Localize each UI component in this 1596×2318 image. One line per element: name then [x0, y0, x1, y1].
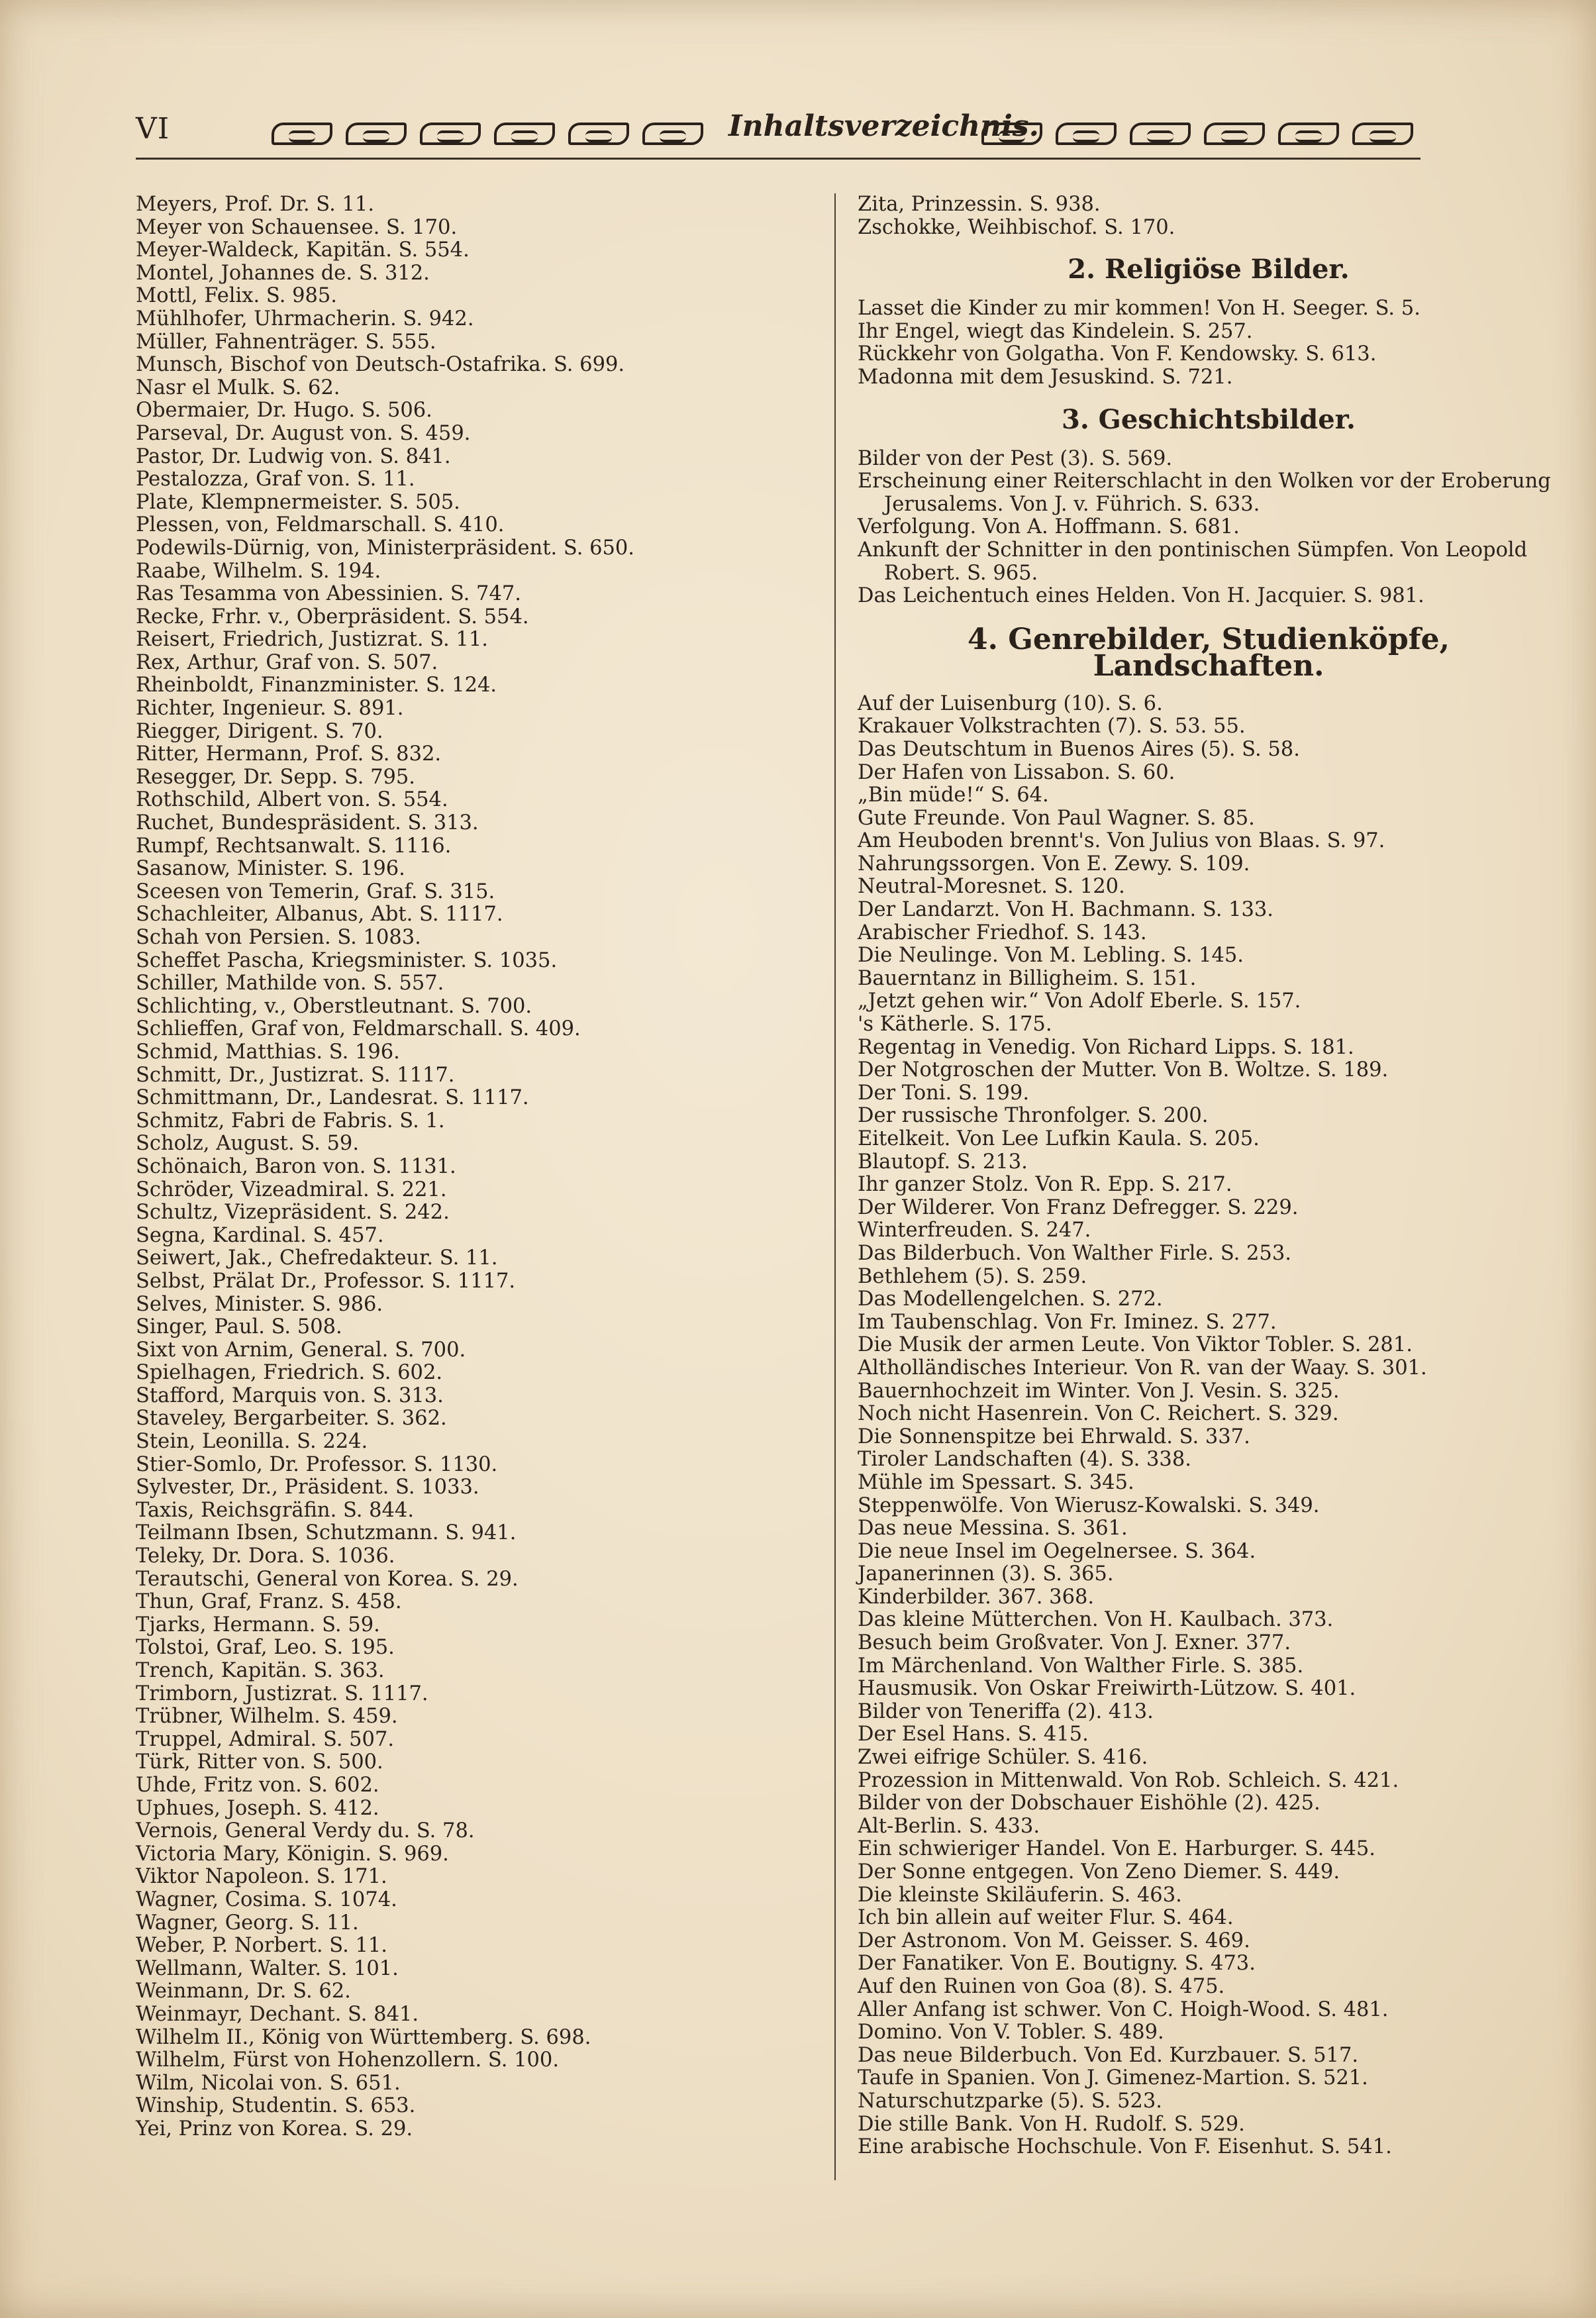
- index-entry: Die stille Bank. Von H. Rudolf. S. 529.: [858, 2112, 1245, 2136]
- index-entry: Recke, Frhr. v., Oberpräsident. S. 554.: [136, 605, 529, 629]
- index-entry: Aller Anfang ist schwer. Von C. Hoigh-Wood. S. 481.: [858, 1997, 1389, 2021]
- index-entry: Am Heuboden brennt's. Von Julius von Blaas. S. 97.: [858, 829, 1385, 853]
- index-entry: Türk, Ritter von. S. 500.: [136, 1750, 383, 1774]
- index-entry: Die Musik der armen Leute. Von Viktor Tobler. S. 281.: [858, 1333, 1413, 1357]
- index-entry: Uhde, Fritz von. S. 602.: [136, 1773, 379, 1797]
- index-entry: Kinderbilder. 367. 368.: [858, 1585, 1095, 1609]
- index-entry: Schmitz, Fabri de Fabris. S. 1.: [136, 1109, 445, 1133]
- index-entry: Selves, Minister. S. 986.: [136, 1292, 383, 1316]
- index-entry: Rückkehr von Golgatha. Von F. Kendowsky. S. 613.: [858, 342, 1377, 366]
- index-entry: Nasr el Mulk. S. 62.: [136, 376, 340, 399]
- index-entry: Podewils-Dürnig, von, Ministerpräsident. S. 650.: [136, 536, 634, 560]
- index-entry: Das neue Bilderbuch. Von Ed. Kurzbauer. S. 517.: [858, 2043, 1359, 2067]
- index-entry: Sixt von Arnim, General. S. 700.: [136, 1338, 466, 1362]
- index-entry: Rumpf, Rechtsanwalt. S. 1116.: [136, 834, 452, 858]
- ornament-icon: [1278, 123, 1339, 145]
- index-entry: Weber, P. Norbert. S. 11.: [136, 1934, 387, 1958]
- index-entry: Rex, Arthur, Graf von. S. 507.: [136, 650, 438, 674]
- right-column: [858, 193, 1560, 2159]
- index-entry: Madonna mit dem Jesuskind. S. 721.: [858, 365, 1233, 389]
- index-entry: Ras Tesamma von Abessinien. S. 747.: [136, 582, 521, 606]
- index-entry: Schröder, Vizeadmiral. S. 221.: [136, 1178, 447, 1201]
- index-entry: 's Kätherle. S. 175.: [858, 1013, 1052, 1036]
- index-entry: Das kleine Mütterchen. Von H. Kaulbach. 373.: [858, 1608, 1334, 1632]
- index-entry: Schönaich, Baron von. S. 1131.: [136, 1154, 456, 1178]
- section-heading: 3. Geschichtsbilder.: [1062, 403, 1356, 435]
- index-entry: Truppel, Admiral. S. 507.: [136, 1727, 395, 1751]
- ornament-icon: [1056, 123, 1117, 145]
- index-entry: Auf den Ruinen von Goa (8). S. 475.: [858, 1974, 1225, 1998]
- index-entry: Bethlehem (5). S. 259.: [858, 1264, 1087, 1288]
- index-entry: Im Märchenland. Von Walther Firle. S. 385.: [858, 1654, 1304, 1678]
- index-entry: Rheinboldt, Finanzminister. S. 124.: [136, 674, 497, 697]
- index-entry: Regentag in Venedig. Von Richard Lipps. S. 181.: [858, 1035, 1354, 1059]
- index-entry: Neutral-Moresnet. S. 120.: [858, 875, 1125, 899]
- index-entry: Munsch, Bischof von Deutsch-Ostafrika. S. 699.: [136, 353, 625, 377]
- index-entry: Wilm, Nicolai von. S. 651.: [136, 2071, 401, 2095]
- index-entry: Terautschi, General von Korea. S. 29.: [136, 1567, 519, 1591]
- index-entry: Pastor, Dr. Ludwig von. S. 841.: [136, 444, 451, 468]
- ornament-icon: [420, 123, 481, 145]
- index-entry: Zita, Prinzessin. S. 938.: [858, 193, 1101, 216]
- index-entry: Arabischer Friedhof. S. 143.: [858, 921, 1147, 944]
- index-entry: Stier-Somlo, Dr. Professor. S. 1130.: [136, 1452, 498, 1476]
- index-entry: Lasset die Kinder zu mir kommen! Von H. Seeger. S. 5.: [858, 297, 1421, 321]
- index-entry: Hausmusik. Von Oskar Freiwirth-Lützow. S. 401.: [858, 1677, 1356, 1701]
- index-entry: Ritter, Hermann, Prof. S. 832.: [136, 742, 442, 766]
- index-entry: Tjarks, Hermann. S. 59.: [136, 1613, 380, 1637]
- index-entry: Die Sonnenspitze bei Ehrwald. S. 337.: [858, 1425, 1250, 1448]
- index-entry: Viktor Napoleon. S. 171.: [136, 1865, 387, 1889]
- index-entry: Wilhelm, Fürst von Hohenzollern. S. 100.: [136, 2048, 560, 2072]
- index-entry: Resegger, Dr. Sepp. S. 795.: [136, 765, 415, 789]
- index-entry: Weinmayr, Dechant. S. 841.: [136, 2002, 419, 2026]
- index-entry: Naturschutzparke (5). S. 523.: [858, 2089, 1162, 2113]
- index-entry: Der russische Thronfolger. S. 200.: [858, 1104, 1209, 1128]
- index-entry: Nahrungssorgen. Von E. Zewy. S. 109.: [858, 852, 1250, 876]
- index-entry: Der Landarzt. Von H. Bachmann. S. 133.: [858, 898, 1273, 922]
- index-entry: Sceesen von Temerin, Graf. S. 315.: [136, 880, 495, 903]
- index-entry: Zschokke, Weihbischof. S. 170.: [858, 215, 1175, 239]
- ornament-icon: [494, 123, 555, 145]
- section-heading: 2. Religiöse Bilder.: [1068, 254, 1350, 285]
- index-entry: Stafford, Marquis von. S. 313.: [136, 1384, 444, 1407]
- index-entry: Erscheinung einer Reiterschlacht in den Wolken vor der Eroberung Jerusalems. Von J. v. Führich. S. 633.: [858, 470, 1551, 516]
- index-entry: Obermaier, Dr. Hugo. S. 506.: [136, 399, 432, 423]
- index-entry: Der Hafen von Lissabon. S. 60.: [858, 760, 1175, 784]
- index-entry: Noch nicht Hasenrein. Von C. Reichert. S. 329.: [858, 1402, 1339, 1426]
- index-entry: Das Leichentuch eines Helden. Von H. Jacquier. S. 981.: [858, 584, 1424, 608]
- index-entry: Der Notgroschen der Mutter. Von B. Woltze. S. 189.: [858, 1058, 1389, 1082]
- ornament-icon: [642, 123, 703, 145]
- index-entry: Singer, Paul. S. 508.: [136, 1315, 342, 1339]
- index-entry: Der Esel Hans. S. 415.: [858, 1723, 1089, 1746]
- header-ornaments-right: [981, 123, 1413, 145]
- index-entry: Das neue Messina. S. 361.: [858, 1517, 1128, 1540]
- index-entry: Gute Freunde. Von Paul Wagner. S. 85.: [858, 806, 1255, 830]
- index-entry: Schachleiter, Albanus, Abt. S. 1117.: [136, 903, 503, 927]
- index-entry: Richter, Ingenieur. S. 891.: [136, 697, 404, 721]
- index-entry: Teleky, Dr. Dora. S. 1036.: [136, 1544, 395, 1568]
- index-entry: Scholz, August. S. 59.: [136, 1132, 360, 1156]
- index-entry: Mottl, Felix. S. 985.: [136, 284, 338, 308]
- index-entry: Ruchet, Bundespräsident. S. 313.: [136, 811, 479, 835]
- index-entry: Krakauer Volkstrachten (7). S. 53. 55.: [858, 715, 1246, 738]
- index-entry: Altholländisches Interieur. Von R. van der Waay. S. 301.: [858, 1356, 1427, 1380]
- index-entry: Schmitt, Dr., Justizrat. S. 1117.: [136, 1063, 455, 1087]
- page-number: VI: [136, 112, 170, 146]
- index-entry: Trench, Kapitän. S. 363.: [136, 1659, 385, 1682]
- index-entry: Wilhelm II., König von Württemberg. S. 698.: [136, 2025, 591, 2049]
- index-entry: Mühle im Spessart. S. 345.: [858, 1470, 1134, 1494]
- index-entry: Schultz, Vizepräsident. S. 242.: [136, 1201, 450, 1225]
- index-entry: Bilder von der Pest (3). S. 569.: [858, 446, 1173, 470]
- section-heading: 4. Genrebilder, Studienköpfe, Landschaften.: [968, 622, 1450, 683]
- index-entry: Victoria Mary, Königin. S. 969.: [136, 1842, 449, 1866]
- index-entry: Der Toni. S. 199.: [858, 1081, 1030, 1105]
- index-entry: Seiwert, Jak., Chefredakteur. S. 11.: [136, 1246, 498, 1270]
- index-entry: Reisert, Friedrich, Justizrat. S. 11.: [136, 628, 488, 652]
- index-entry: Bauerntanz in Billigheim. S. 151.: [858, 966, 1197, 990]
- index-entry: Wagner, Cosima. S. 1074.: [136, 1888, 397, 1911]
- index-entry: Sylvester, Dr., Präsident. S. 1033.: [136, 1476, 479, 1499]
- index-entry: Plessen, von, Feldmarschall. S. 410.: [136, 513, 505, 537]
- header-ornaments-left: [272, 123, 703, 145]
- index-entry: Ankunft der Schnitter in den pontinischen Sümpfen. Von Leopold Robert. S. 965.: [858, 538, 1528, 585]
- index-entry: Japanerinnen (3). S. 365.: [858, 1562, 1114, 1586]
- index-entry: Auf der Luisenburg (10). S. 6.: [858, 691, 1163, 715]
- index-entry: Die kleinste Skiläuferin. S. 463.: [858, 1883, 1182, 1907]
- index-entry: Der Sonne entgegen. Von Zeno Diemer. S. 449.: [858, 1860, 1340, 1884]
- index-entry: Weinmann, Dr. S. 62.: [136, 1980, 351, 2003]
- left-column: [136, 193, 811, 2141]
- index-entry: Bauernhochzeit im Winter. Von J. Vesin. S. 325.: [858, 1379, 1340, 1403]
- index-entry: Taxis, Reichsgräfin. S. 844.: [136, 1498, 415, 1522]
- index-entry: Schmid, Matthias. S. 196.: [136, 1040, 400, 1064]
- index-entry: Segna, Kardinal. S. 457.: [136, 1223, 384, 1247]
- index-entry: Tolstoi, Graf, Leo. S. 195.: [136, 1636, 395, 1660]
- ornament-icon: [1130, 123, 1191, 145]
- index-entry: Yei, Prinz von Korea. S. 29.: [136, 2117, 413, 2141]
- index-entry: Uphues, Joseph. S. 412.: [136, 1796, 379, 1820]
- index-entry: Meyer von Schauensee. S. 170.: [136, 215, 458, 239]
- index-entry: „Bin müde!“ S. 64.: [858, 783, 1049, 807]
- index-entry: „Jetzt gehen wir.“ Von Adolf Eberle. S. 157.: [858, 989, 1301, 1013]
- index-entry: Domino. Von V. Tobler. S. 489.: [858, 2021, 1164, 2044]
- index-entry: Trimborn, Justizrat. S. 1117.: [136, 1682, 428, 1705]
- index-entry: Im Taubenschlag. Von Fr. Iminez. S. 277.: [858, 1310, 1277, 1334]
- index-entry: Plate, Klempnermeister. S. 505.: [136, 490, 460, 514]
- ornament-icon: [1352, 123, 1413, 145]
- index-entry: Schiller, Mathilde von. S. 557.: [136, 972, 444, 995]
- index-entry: Alt-Berlin. S. 433.: [858, 1814, 1040, 1838]
- index-entry: Der Fanatiker. Von E. Boutigny. S. 473.: [858, 1952, 1256, 1976]
- ornament-icon: [568, 123, 629, 145]
- index-entry: Der Wilderer. Von Franz Defregger. S. 229.: [858, 1195, 1299, 1219]
- column-divider: [834, 193, 836, 2180]
- index-entry: Meyer-Waldeck, Kapitän. S. 554.: [136, 238, 470, 262]
- index-entry: Bilder von der Dobschauer Eishöhle (2). 425.: [858, 1791, 1321, 1815]
- index-entry: Ein schwieriger Handel. Von E. Harburger. S. 445.: [858, 1837, 1375, 1861]
- ornament-icon: [346, 123, 407, 145]
- index-entry: Müller, Fahnenträger. S. 555.: [136, 330, 436, 354]
- index-entry: Besuch beim Großvater. Von J. Exner. 377.: [858, 1631, 1291, 1655]
- page-header: [136, 109, 1421, 156]
- index-entry: Thun, Graf, Franz. S. 458.: [136, 1590, 402, 1614]
- index-entry: Meyers, Prof. Dr. S. 11.: [136, 193, 375, 216]
- index-entry: Rothschild, Albert von. S. 554.: [136, 788, 448, 812]
- index-entry: Steppenwölfe. Von Wierusz-Kowalski. S. 349.: [858, 1493, 1320, 1517]
- index-entry: Die neue Insel im Oegelnersee. S. 364.: [858, 1539, 1256, 1563]
- index-entry: Taufe in Spanien. Von J. Gimenez-Martion. S. 521.: [858, 2066, 1368, 2090]
- index-entry: Staveley, Bergarbeiter. S. 362.: [136, 1407, 447, 1431]
- ornament-icon: [272, 123, 332, 145]
- index-entry: Tiroler Landschaften (4). S. 338.: [858, 1448, 1191, 1472]
- index-entry: Das Deutschtum in Buenos Aires (5). S. 58.: [858, 737, 1300, 761]
- header-rule: [136, 158, 1421, 160]
- index-entry: Wellmann, Walter. S. 101.: [136, 1956, 399, 1980]
- index-entry: Schlieffen, Graf von, Feldmarschall. S. 409.: [136, 1017, 581, 1041]
- index-entry: Das Modellengelchen. S. 272.: [858, 1287, 1163, 1311]
- index-entry: Ich bin allein auf weiter Flur. S. 464.: [858, 1906, 1234, 1930]
- index-entry: Die Neulinge. Von M. Lebling. S. 145.: [858, 944, 1244, 968]
- index-entry: Scheffet Pascha, Kriegsminister. S. 1035.: [136, 948, 558, 972]
- index-entry: Das Bilderbuch. Von Walther Firle. S. 253.: [858, 1241, 1291, 1265]
- index-entry: Bilder von Teneriffa (2). 413.: [858, 1699, 1154, 1723]
- index-entry: Winterfreuden. S. 247.: [858, 1219, 1091, 1242]
- index-entry: Ihr ganzer Stolz. Von R. Epp. S. 217.: [858, 1173, 1232, 1197]
- index-entry: Ihr Engel, wiegt das Kindelein. S. 257.: [858, 319, 1253, 343]
- index-entry: Der Astronom. Von M. Geisser. S. 469.: [858, 1929, 1250, 1952]
- index-entry: Riegger, Dirigent. S. 70.: [136, 719, 383, 743]
- index-entry: Wagner, Georg. S. 11.: [136, 1911, 359, 1935]
- index-entry: Selbst, Prälat Dr., Professor. S. 1117.: [136, 1269, 516, 1293]
- index-entry: Winship, Studentin. S. 653.: [136, 2094, 416, 2118]
- index-entry: Zwei eifrige Schüler. S. 416.: [858, 1746, 1148, 1770]
- index-entry: Eitelkeit. Von Lee Lufkin Kaula. S. 205.: [858, 1127, 1260, 1150]
- index-entry: Verfolgung. Von A. Hoffmann. S. 681.: [858, 515, 1240, 539]
- index-entry: Teilmann Ibsen, Schutzmann. S. 941.: [136, 1521, 517, 1545]
- page-title: Inhaltsverzeichnis.: [728, 109, 1039, 143]
- ornament-icon: [1204, 123, 1265, 145]
- index-entry: Eine arabische Hochschule. Von F. Eisenhut. S. 541.: [858, 2135, 1392, 2159]
- index-entry: Pestalozza, Graf von. S. 11.: [136, 468, 415, 491]
- index-entry: Spielhagen, Friedrich. S. 602.: [136, 1361, 443, 1385]
- index-entry: Schmittmann, Dr., Landesrat. S. 1117.: [136, 1086, 529, 1110]
- ornament-icon: [981, 123, 1042, 145]
- index-entry: Vernois, General Verdy du. S. 78.: [136, 1819, 475, 1843]
- index-entry: Parseval, Dr. August von. S. 459.: [136, 421, 471, 445]
- index-entry: Schlichting, v., Oberstleutnant. S. 700.: [136, 994, 532, 1018]
- index-entry: Schah von Persien. S. 1083.: [136, 926, 421, 949]
- index-entry: Montel, Johannes de. S. 312.: [136, 261, 430, 285]
- index-entry: Trübner, Wilhelm. S. 459.: [136, 1705, 398, 1729]
- index-entry: Raabe, Wilhelm. S. 194.: [136, 559, 381, 583]
- index-entry: Mühlhofer, Uhrmacherin. S. 942.: [136, 307, 474, 330]
- index-entry: Sasanow, Minister. S. 196.: [136, 857, 405, 881]
- index-entry: Blautopf. S. 213.: [858, 1150, 1028, 1174]
- index-entry: Prozession in Mittenwald. Von Rob. Schleich. S. 421.: [858, 1768, 1399, 1792]
- index-entry: Stein, Leonilla. S. 224.: [136, 1430, 368, 1454]
